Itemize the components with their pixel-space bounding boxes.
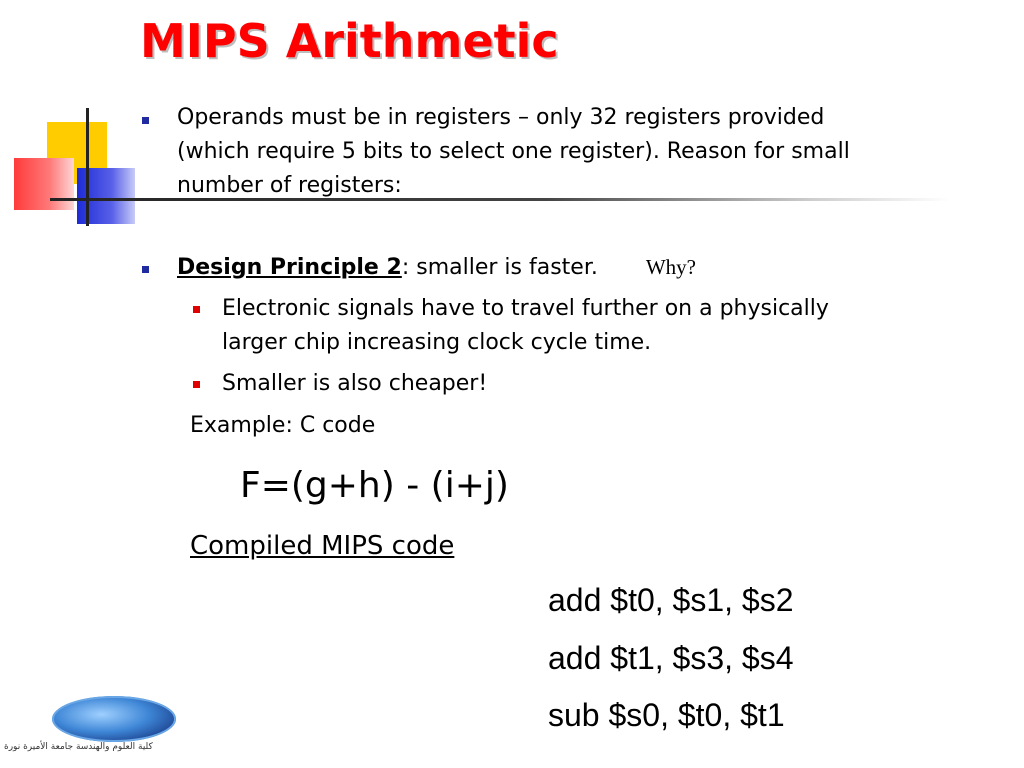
mips-code-line: add $t0, $s1, $s2: [548, 582, 794, 618]
university-logo-icon: [52, 696, 176, 742]
logo-caption: كلية العلوم والهندسة جامعة الأميرة نورة: [4, 742, 153, 752]
design-principle-label: Design Principle 2: [177, 255, 402, 280]
bullet-icon: [142, 117, 149, 124]
sub-bullet-icon: [193, 381, 200, 388]
bullet-icon: [142, 266, 149, 273]
sub-bullet-line: larger chip increasing clock cycle time.: [222, 330, 652, 355]
university-logo: [0, 690, 230, 768]
bullet-operands-line: (which require 5 bits to select one register). Reason for small: [177, 139, 850, 164]
slide-title: MIPS Arithmetic: [140, 14, 559, 68]
red-square-decoration: [14, 158, 74, 210]
design-principle-text: : smaller is faster.: [401, 255, 598, 280]
why-note: Why?: [645, 255, 696, 279]
bullet-design-principle: [177, 250, 696, 285]
c-code-formula: F=(g+h) - (i+j): [240, 465, 509, 506]
mips-code-line: add $t1, $s3, $s4: [548, 640, 794, 676]
vertical-rule: [86, 108, 89, 226]
mips-code-line: sub $s0, $t0, $t1: [548, 697, 785, 733]
example-label: Example: C code: [190, 413, 376, 438]
sub-bullet-icon: [193, 306, 200, 313]
bullet-operands-line: Operands must be in registers – only 32 registers provided: [177, 105, 825, 130]
sub-bullet-cheaper: Smaller is also cheaper!: [222, 371, 488, 396]
compiled-mips-label: Compiled MIPS code: [190, 531, 455, 561]
sub-bullet-line: Electronic signals have to travel further on a physically: [222, 296, 829, 321]
sub-bullet-electronic-signals: [222, 292, 829, 360]
bullet-operands-line: number of registers:: [177, 173, 402, 198]
bullet-operands: [177, 101, 850, 203]
